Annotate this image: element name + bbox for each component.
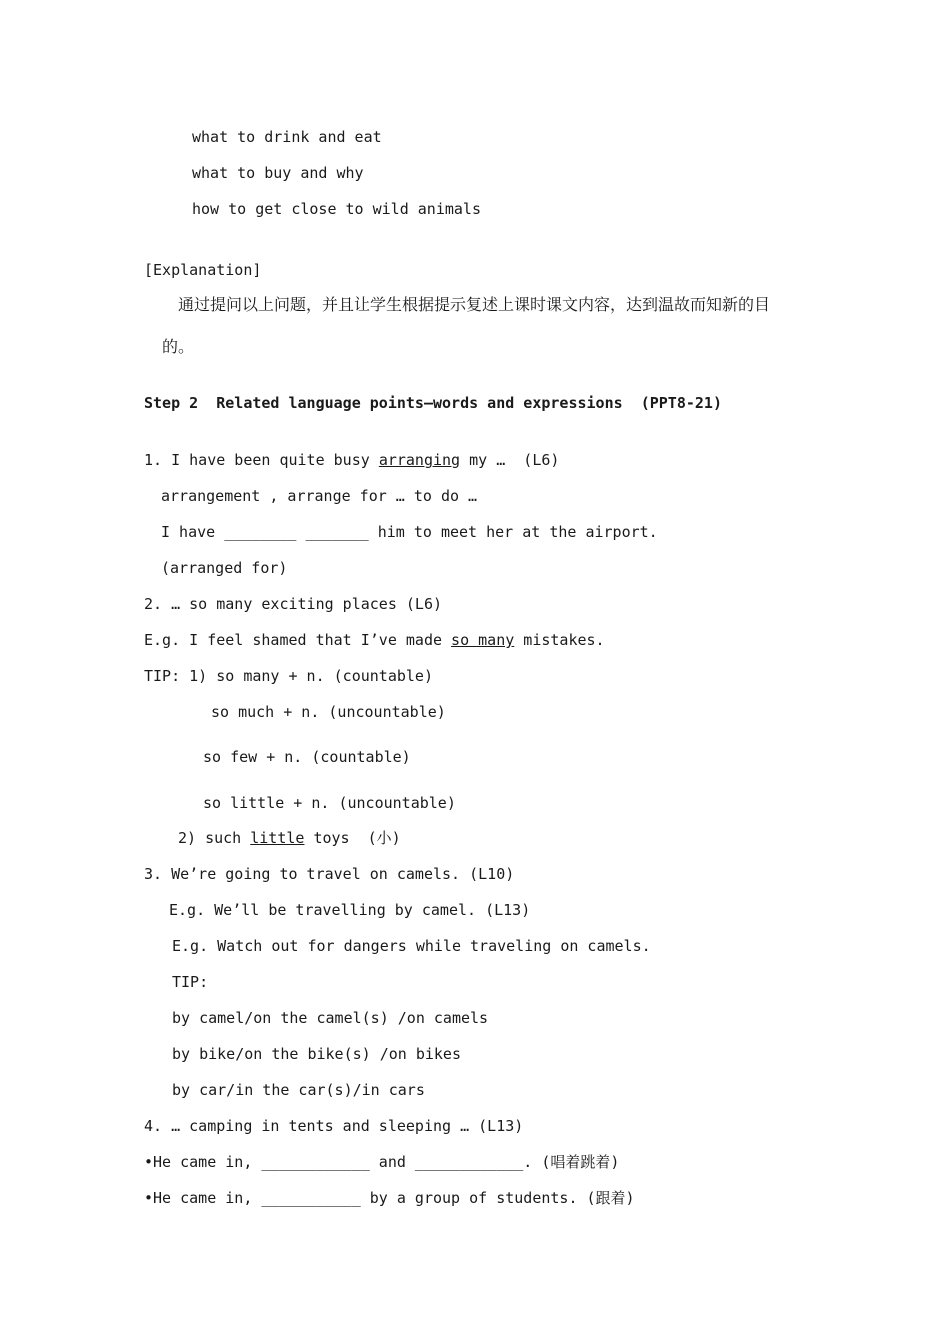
item2-line1: 2. … so many exciting places (L6) bbox=[144, 595, 443, 613]
intro-question-2: what to buy and why bbox=[192, 164, 364, 182]
item2-tip5: 2) such little toys (小) bbox=[178, 829, 401, 847]
item1-line1: 1. I have been quite busy arranging my … (L6) bbox=[144, 451, 560, 469]
item4-line1: 4. … camping in tents and sleeping … (L13) bbox=[144, 1117, 524, 1135]
item3-line6: by bike/on the bike(s) /on bikes bbox=[172, 1045, 461, 1063]
item2-tip3: so few + n. (countable) bbox=[203, 748, 411, 766]
item4-line3: •He came in, ___________ by a group of students. (跟着) bbox=[144, 1189, 635, 1207]
explanation-heading: [Explanation] bbox=[144, 261, 262, 279]
item4-line2: •He came in, ____________ and ____________. (唱着跳着) bbox=[144, 1153, 620, 1171]
explanation-text-end: 的。 bbox=[162, 337, 195, 356]
item2-example: E.g. I feel shamed that I’ve made so many mistakes. bbox=[144, 631, 605, 649]
item1-line2: arrangement , arrange for … to do … bbox=[161, 487, 478, 505]
intro-question-3: how to get close to wild animals bbox=[192, 200, 481, 218]
item3-line3: E.g. Watch out for dangers while traveling on camels. bbox=[172, 937, 651, 955]
item3-line5: by camel/on the camel(s) /on camels bbox=[172, 1009, 489, 1027]
item2-tip2: so much + n. (uncountable) bbox=[211, 703, 446, 721]
item3-line2: E.g. We’ll be travelling by camel. (L13) bbox=[169, 901, 531, 919]
intro-question-1: what to drink and eat bbox=[192, 128, 382, 146]
item2-tip1: TIP: 1) so many + n. (countable) bbox=[144, 667, 433, 685]
item3-line1: 3. We’re going to travel on camels. (L10) bbox=[144, 865, 515, 883]
item3-line7: by car/in the car(s)/in cars bbox=[172, 1081, 425, 1099]
item1-line3: I have ________ _______ him to meet her at the airport. bbox=[161, 523, 658, 541]
item3-line4: TIP: bbox=[172, 973, 209, 991]
explanation-text: 通过提问以上问题，并且让学生根据提示复述上课时课文内容，达到温故而知新的目 bbox=[178, 295, 771, 314]
item2-tip4: so little + n. (uncountable) bbox=[203, 794, 456, 812]
item1-line4: (arranged for) bbox=[161, 559, 288, 577]
step2-heading: Step 2 Related language points—words and expressions (PPT8-21) bbox=[144, 394, 722, 412]
